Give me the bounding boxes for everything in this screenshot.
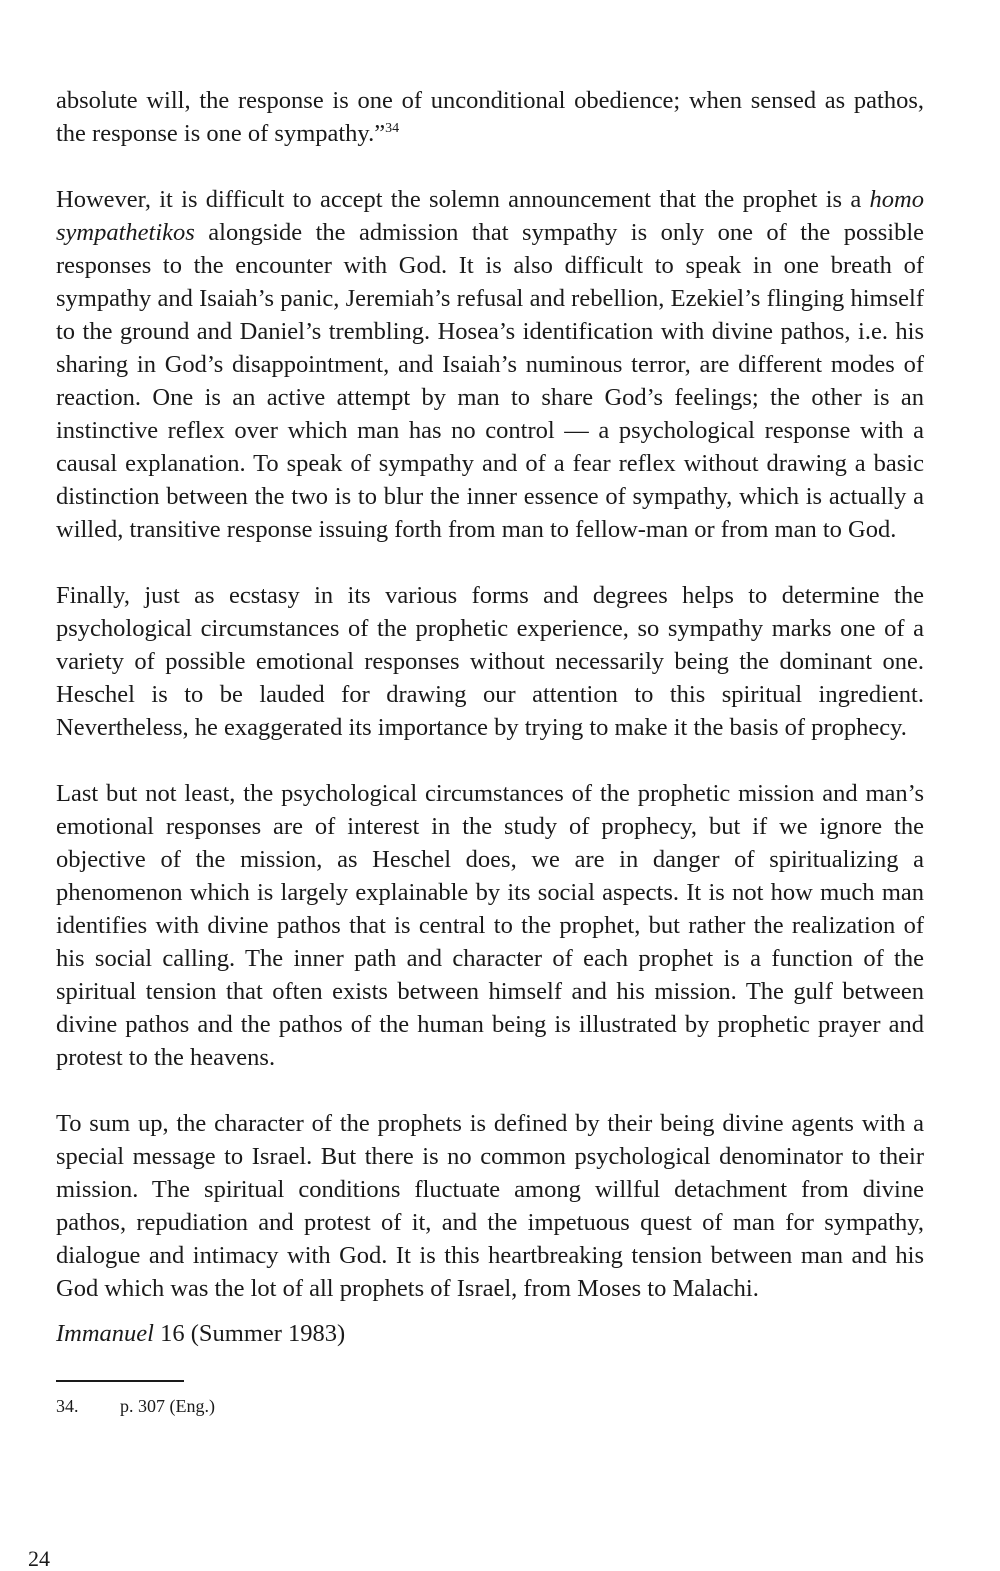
source-citation bbox=[56, 1317, 924, 1350]
paragraph-text: Finally, just as ecstasy in its various forms and degrees helps to determine the psychological circumstances of the prophetic experience, so sympathy marks one of a variety of possible emotional responses without necessarily being the dominant one. Heschel is to be lauded for drawing our attention to this spiritual ingredient. Nevertheless, he exaggerated its importance by trying to make it the basis of prophecy. bbox=[56, 582, 924, 741]
footnote-number: 34. bbox=[56, 1396, 79, 1416]
paragraph-text: To sum up, the character of the prophets is defined by their being divine agents with a special message to Israel. But there is no common psychological denominator to their mission. The spiritual conditions fluctuate among willful detachment from divine pathos, repudiation and protest of it, and the impetuous quest of man for sympathy, dialogue and intimacy with God. It is this heartbreaking tension between man and his God which was the lot of all prophets of Israel, from Moses to Malachi. bbox=[56, 1110, 924, 1302]
page-number: 24 bbox=[28, 1546, 50, 1571]
footnote-reference[interactable]: 34 bbox=[385, 121, 400, 136]
paragraph-1 bbox=[56, 84, 924, 150]
paragraph-text: absolute will, the response is one of unconditional obedience; when sensed as pathos, the response is one of sympathy.” bbox=[56, 87, 924, 147]
paragraph-2 bbox=[56, 183, 924, 546]
footnote-divider bbox=[56, 1380, 184, 1382]
source-details: 16 (Summer 1983) bbox=[153, 1320, 346, 1347]
journal-title: Immanuel bbox=[56, 1320, 154, 1347]
italic-term: homo sympathetikos bbox=[56, 186, 924, 246]
paragraph-text: However, it is difficult to accept the solemn announcement that the prophet is a bbox=[56, 186, 870, 213]
footnote bbox=[56, 1394, 924, 1418]
paragraph-3 bbox=[56, 579, 924, 744]
footnote-text: p. 307 (Eng.) bbox=[120, 1396, 215, 1416]
paragraph-4 bbox=[56, 777, 924, 1074]
page-body bbox=[56, 84, 924, 1418]
paragraph-text: alongside the admission that sympathy is only one of the possible responses to the encounter with God. It is also difficult to speak in one breath of sympathy and Isaiah’s panic, Jeremiah’s refusal and rebellion, Ezekiel’s flinging himself to the ground and Daniel’s trembling. Hosea’s identification with divine pathos, i.e. his sharing in God’s disappointment, and Isaiah’s numinous terror, are different modes of reaction. One is an active attempt by man to share God’s feelings; the other is an instinctive reflex over which man has no control — a psychological response with a causal explanation. To speak of sympathy and of a fear reflex without drawing a basic distinction between the two is to blur the inner essence of sympathy, which is actually a willed, transitive response issuing forth from man to fellow-man or from man to God. bbox=[56, 219, 924, 543]
paragraph-text: Last but not least, the psychological circumstances of the prophetic mission and man’s emotional responses are of interest in the study of prophecy, but if we ignore the objective of the mission, as Heschel does, we are in danger of spiritualizing a phenomenon which is largely explainable by its social aspects. It is not how much man identifies with divine pathos that is central to the prophet, but rather the realization of his social calling. The inner path and character of each prophet is a function of the spiritual tension that often exists between himself and his mission. The gulf between divine pathos and the pathos of the human being is illustrated by prophetic prayer and protest to the heavens. bbox=[56, 780, 924, 1071]
paragraph-5 bbox=[56, 1107, 924, 1305]
